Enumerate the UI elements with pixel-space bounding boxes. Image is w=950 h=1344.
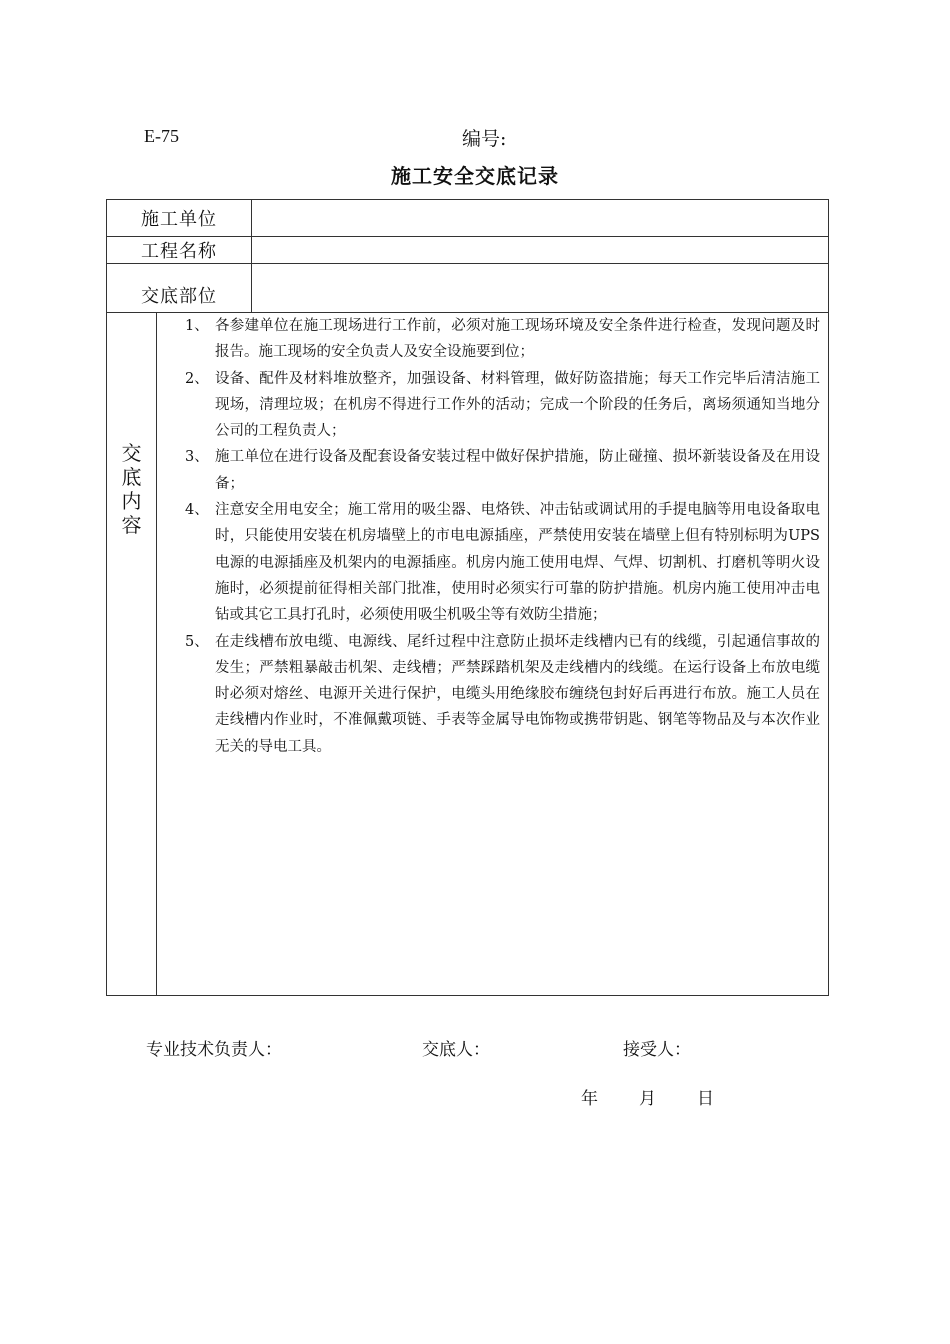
disclosure-items-list (157, 313, 820, 760)
content-cell (107, 313, 829, 996)
item-number: 5、 (185, 633, 209, 650)
list-item (157, 444, 820, 497)
discloser-signature-label: 交底人： (422, 1040, 490, 1060)
form-code: E-75 (144, 126, 179, 146)
item-number: 1、 (185, 318, 209, 334)
serial-number-label: 编号: (462, 128, 507, 150)
row-disclosure-location (107, 264, 829, 313)
item-text: 在走线槽布放电缆、电源线、尾纤过程中注意防止损坏走线槽内已有的线缆，引起通信事故的发生；严禁粗暴敲击机架、走线槽；严禁踩踏机架及走线槽内的线缆。在运行设备上布放电缆时必须对熔丝、电源开关进行保护，电缆头用绝缘胶布缠绕包封好后再进行布放。施工人员在走线槽内作业时，不准佩戴项链、手表等金属导电饰物或携带钥匙、钢笔等物品及与本次作业无关的导电工具。 (215, 633, 820, 755)
receiver-signature-label: 接受人： (623, 1040, 691, 1060)
date-year-label: 年 (581, 1089, 598, 1109)
list-item (157, 629, 820, 760)
disclosure-content-body (157, 313, 828, 995)
item-number: 3、 (185, 449, 209, 466)
disclosure-form-table (106, 199, 829, 996)
list-item (157, 497, 820, 628)
date-month-label: 月 (639, 1089, 656, 1109)
item-number: 2、 (185, 370, 209, 387)
content-label-char: 底 (121, 465, 142, 489)
content-label-char: 内 (121, 489, 142, 513)
disclosure-content-label (107, 313, 157, 995)
list-item (157, 366, 820, 445)
row-disclosure-content (107, 313, 829, 996)
content-label-char: 容 (121, 513, 142, 537)
date-day-label: 日 (697, 1089, 714, 1109)
construction-unit-label: 施工单位 (107, 200, 252, 237)
list-item (157, 313, 820, 366)
page-title: 施工安全交底记录 (391, 164, 559, 188)
project-name-field[interactable] (252, 237, 829, 264)
content-label-char: 交 (121, 441, 142, 465)
disclosure-location-label: 交底部位 (107, 264, 252, 313)
construction-unit-field[interactable] (252, 200, 829, 237)
item-text: 施工单位在进行设备及配套设备安装过程中做好保护措施，防止碰撞、损坏新装设备及在用设备； (215, 449, 820, 492)
row-construction-unit (107, 200, 829, 237)
item-text: 各参建单位在施工现场进行工作前，必须对施工现场环境及安全条件进行检查，发现问题及时报告。施工现场的安全负责人及安全设施要到位； (215, 318, 820, 361)
row-project-name (107, 237, 829, 264)
project-name-label: 工程名称 (107, 237, 252, 264)
tech-lead-signature-label: 专业技术负责人： (146, 1040, 282, 1060)
disclosure-location-field[interactable] (252, 264, 829, 313)
item-text: 设备、配件及材料堆放整齐，加强设备、材料管理，做好防盗措施；每天工作完毕后清洁施工现场，清理垃圾；在机房不得进行工作外的活动；完成一个阶段的任务后，离场须通知当地分公司的工程负责人； (215, 370, 820, 440)
item-number: 4、 (185, 502, 209, 519)
item-text: 注意安全用电安全；施工常用的吸尘器、电烙铁、冲击钻或调试用的手提电脑等用电设备取电时，只能使用安装在机房墙壁上的市电电源插座，严禁使用安装在墙壁上但有特别标明为UPS电源的电源插座及机架内的电源插座。机房内施工使用电焊、气焊、切割机、打磨机等明火设施时，必须提前征得相关部门批准，使用时必须实行可靠的防护措施。机房内施工使用冲击电钻或其它工具打孔时，必须使用吸尘机吸尘等有效防尘措施； (215, 502, 820, 624)
